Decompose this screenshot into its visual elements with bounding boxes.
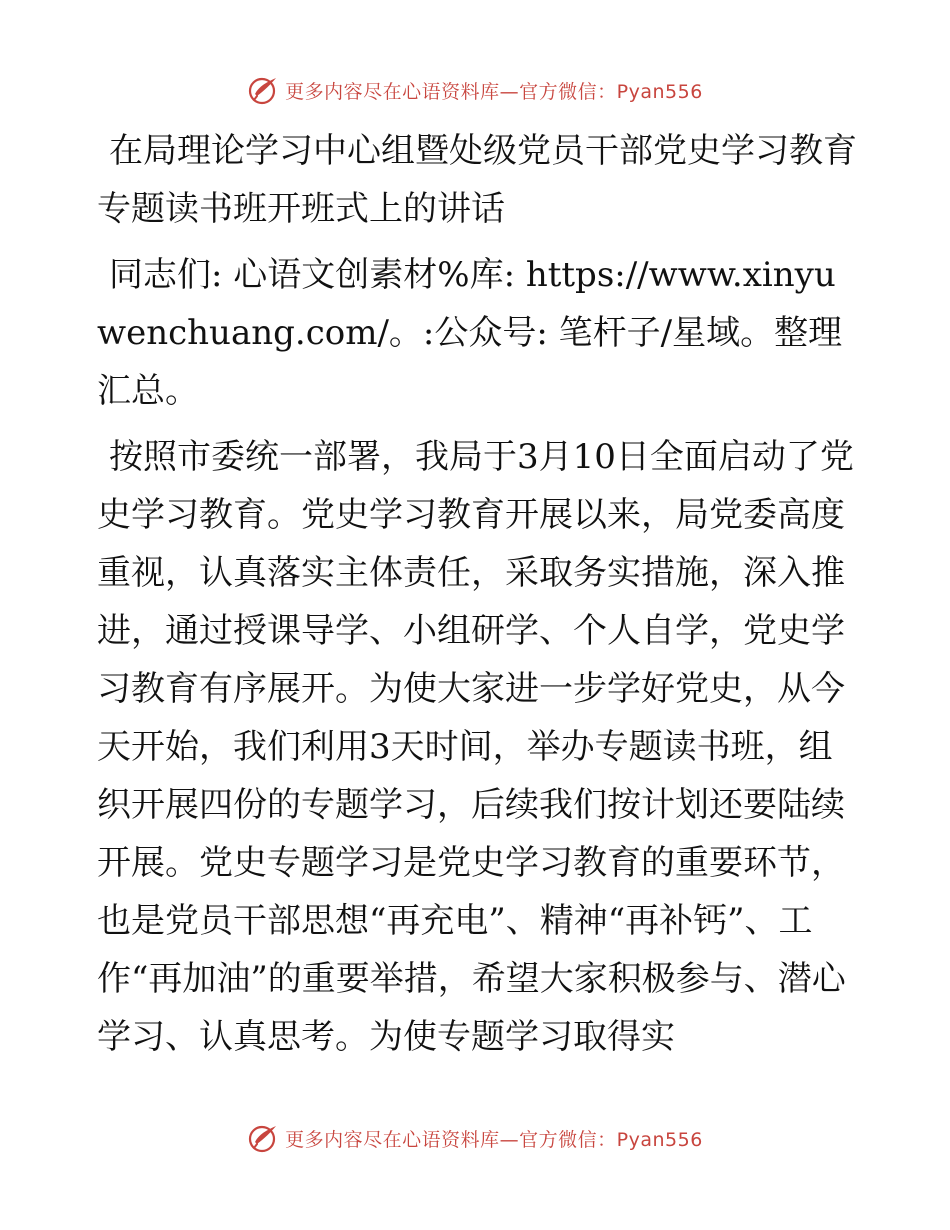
- quill-seal-icon: [247, 1122, 279, 1154]
- body-paragraph: 按照市委统一部署，我局于3月10日全面启动了党史学习教育。党史学习教育开展以来，局党委高度重视，认真落实主体责任，采取务实措施，深入推进，通过授课导学、小组研学、个人自学，党史学习教育有序展开。为使大家进一步学好党史，从今天开始，我们利用3天时间，举办专题读书班，组织开展四份的专题学习，后续我们按计划还要陆续开展。党史专题学习是党史学习教育的重要环节，也是党员干部思想“再充电”、精神“再补钙”、工作“再加油”的重要举措，希望大家积极参与、潜心学习、认真思考。为使专题学习取得实: [97, 437, 854, 1057]
- quill-seal-icon: [247, 74, 279, 106]
- watermark-text: 更多内容尽在心语资料库—官方微信：Pyan556: [285, 80, 703, 103]
- footer-watermark-banner: [0, 1118, 950, 1158]
- header-watermark-banner: [0, 70, 950, 110]
- watermark-text: 更多内容尽在心语资料库—官方微信：Pyan556: [285, 1128, 703, 1151]
- document-title: 在局理论学习中心组暨处级党员干部党史学习教育专题读书班开班式上的讲话: [97, 131, 857, 229]
- greeting-paragraph: 同志们: 心语文创素材%库: https://www.xinyuwenchuang.com/。:公众号: 笔杆子/星域。整理汇总。: [97, 255, 843, 411]
- document-body: [97, 122, 857, 1066]
